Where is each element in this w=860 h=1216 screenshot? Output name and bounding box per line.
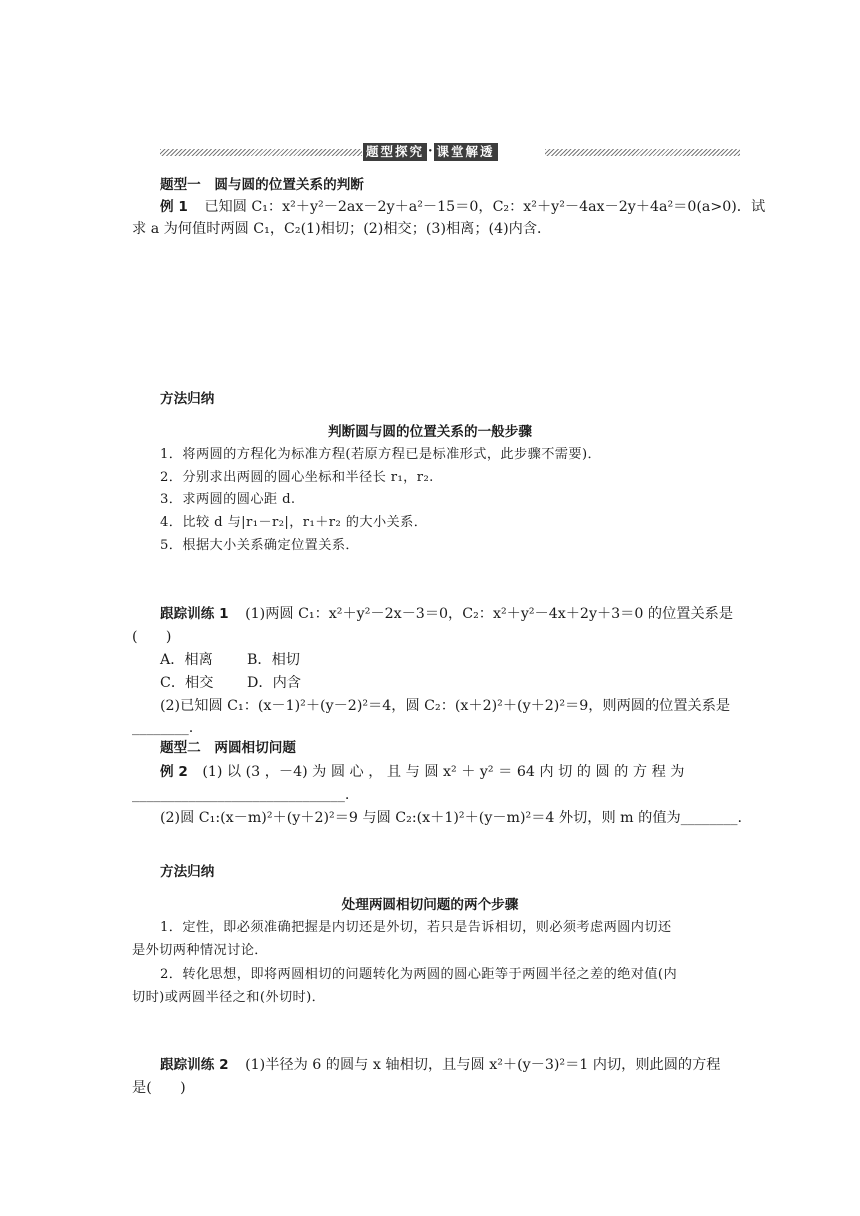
banner-separator: · — [428, 144, 433, 159]
example2-text: (1) 以 (3 ，－4) 为 圆 心 ， 且 与 圆 x² ＋ y² ＝ 64 内 切 的 圆 的 方 程 为 — [202, 764, 685, 780]
banner-hatch-left — [160, 149, 362, 156]
training1-q1-line1 — [160, 604, 733, 624]
training1-q2-line2: ________. — [132, 720, 194, 736]
training2-q1-line2: 是( ) — [132, 1080, 186, 1096]
example2-line3: (2)圆 C₁:(x－m)²＋(y＋2)²＝9 与圆 C₂:(x＋1)²＋(y－m)²＝4 外切，则 m 的值为________. — [160, 810, 742, 826]
method1-step-1: 1．将两圆的方程化为标准方程(若原方程已是标准形式，此步骤不需要)． — [160, 447, 602, 462]
method1-step-4: 4．比较 d 与|r₁－r₂|，r₁＋r₂ 的大小关系． — [160, 515, 428, 530]
method2-p1-line1: 1．定性，即必须准确把握是内切还是外切，若只是告诉相切，则必须考虑两圆内切还 — [160, 920, 672, 935]
training2-q1-text: (1)半径为 6 的圆与 x 轴相切，且与圆 x²＋(y－3)²＝1 内切，则此圆的方程 — [245, 1057, 721, 1073]
method2-title: 处理两圆相切问题的两个步骤 — [341, 897, 519, 913]
method2-label: 方法归纳 — [160, 864, 215, 880]
training1-option-d: D．内含 — [247, 675, 301, 691]
training1-q1-text: (1)两圆 C₁：x²＋y²－2x－3＝0，C₂：x²＋y²－4x＋2y＋3＝0 的位置关系是 — [245, 606, 734, 622]
section2-title: 题型二 两圆相切问题 — [160, 740, 296, 756]
example2-line2: ______________________________. — [132, 787, 350, 803]
example2-line1 — [160, 762, 684, 782]
example1-text: 已知圆 C₁：x²＋y²－2ax－2y＋a²－15＝0，C₂：x²＋y²－4ax－2y＋4a²＝0(a>0)．试 — [204, 199, 766, 215]
section-banner — [363, 142, 498, 161]
method1-step-2: 2．分别求出两圆的圆心坐标和半径长 r₁，r₂. — [160, 470, 434, 485]
training1-q1-line2: ( ) — [132, 629, 172, 645]
training1-option-c: C．相交 — [160, 675, 214, 691]
method1-title: 判断圆与圆的位置关系的一般步骤 — [328, 424, 532, 440]
section1-title: 题型一 圆与圆的位置关系的判断 — [160, 177, 364, 193]
training2-label: 跟踪训练 2 — [160, 1057, 229, 1073]
method2-p2-line1: 2．转化思想，即将两圆相切的问题转化为两圆的圆心距等于两圆半径之差的绝对值(内 — [160, 967, 678, 982]
method1-step-5: 5．根据大小关系确定位置关系． — [160, 538, 360, 553]
banner-left-label: 题型探究 — [363, 143, 427, 161]
method2-p1-line2: 是外切两种情况讨论． — [132, 943, 268, 958]
training1-option-b: B．相切 — [247, 652, 300, 668]
banner-right-label: 课堂解透 — [434, 143, 498, 161]
example2-label: 例 2 — [160, 764, 188, 780]
example1-line2: 求 a 为何值时两圆 C₁，C₂(1)相切；(2)相交；(3)相离；(4)内含． — [132, 221, 552, 237]
method1-step-3: 3．求两圆的圆心距 d. — [160, 492, 296, 507]
banner-hatch-right — [545, 149, 740, 156]
method2-p2-line2: 切时)或两圆半径之和(外切时)． — [132, 990, 326, 1005]
training1-q2-line1: (2)已知圆 C₁：(x－1)²＋(y－2)²＝4，圆 C₂：(x＋2)²＋(y＋2)²＝9，则两圆的位置关系是 — [160, 698, 731, 714]
example1-line1 — [160, 197, 765, 217]
training1-option-a: A．相离 — [160, 652, 213, 668]
method1-label: 方法归纳 — [160, 391, 215, 407]
training2-q1-line1 — [160, 1055, 720, 1075]
example1-label: 例 1 — [160, 199, 188, 215]
training1-label: 跟踪训练 1 — [160, 606, 229, 622]
